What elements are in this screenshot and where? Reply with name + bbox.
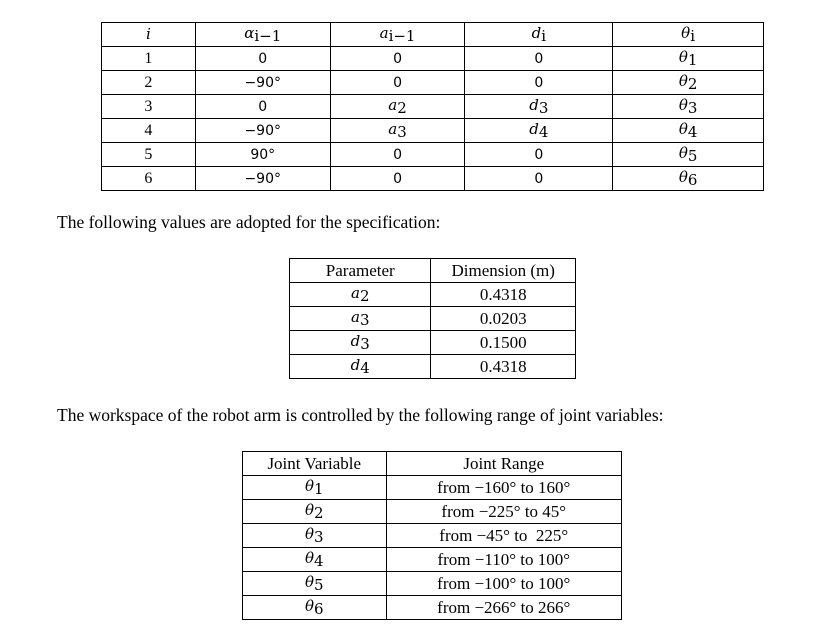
joint-variable: $\theta_5$ xyxy=(243,572,387,596)
dh-cell-alpha: −90° xyxy=(195,167,330,191)
dh-parameter-table xyxy=(101,22,764,191)
parameter-row xyxy=(290,331,576,355)
joint-range: from −110° to 100° xyxy=(386,548,621,572)
workspace-paragraph: The workspace of the robot arm is controlled by the following range of joint variables: xyxy=(57,405,664,425)
dh-cell-alpha: 0 xyxy=(195,95,330,119)
parameter-value: 0.0203 xyxy=(431,307,576,331)
dh-cell-a: 0 xyxy=(330,167,465,191)
joint-variable: $\theta_2$ xyxy=(243,500,387,524)
joint-row xyxy=(243,500,622,524)
parameter-value: 0.4318 xyxy=(431,283,576,307)
joint-range: from −225° to 45° xyxy=(386,500,621,524)
dh-header-row xyxy=(102,23,764,47)
dh-cell-i: 2 xyxy=(102,71,196,95)
dh-cell-d: $d_4$ xyxy=(465,119,613,143)
dh-cell-i: 1 xyxy=(102,47,196,71)
dh-row xyxy=(102,95,764,119)
dh-cell-d: 0 xyxy=(465,71,613,95)
joint-row xyxy=(243,548,622,572)
dh-cell-alpha: −90° xyxy=(195,119,330,143)
dh-cell-a: $a_3$ xyxy=(330,119,465,143)
dh-cell-a: 0 xyxy=(330,47,465,71)
dh-table-body xyxy=(102,47,764,191)
dh-cell-i: 4 xyxy=(102,119,196,143)
dh-row xyxy=(102,71,764,95)
dh-cell-i: 3 xyxy=(102,95,196,119)
joint-variable: $\theta_1$ xyxy=(243,476,387,500)
parameter-value: 0.4318 xyxy=(431,355,576,379)
spec-paragraph: The following values are adopted for the specification: xyxy=(57,212,441,232)
parameter-header-row xyxy=(290,259,576,283)
parameter-value: 0.1500 xyxy=(431,331,576,355)
dh-cell-a: 0 xyxy=(330,143,465,167)
dh-cell-a: $a_2$ xyxy=(330,95,465,119)
joint-row xyxy=(243,596,622,620)
joint-row xyxy=(243,524,622,548)
parameter-symbol: $a_2$ xyxy=(290,283,431,307)
dh-cell-d: 0 xyxy=(465,47,613,71)
dh-cell-alpha: 0 xyxy=(195,47,330,71)
dh-header-alpha: $\alpha_{i-1}$ xyxy=(195,23,330,47)
dh-cell-alpha: 90° xyxy=(195,143,330,167)
parameter-symbol: $d_3$ xyxy=(290,331,431,355)
dh-header-theta: $\theta_i$ xyxy=(613,23,764,47)
dh-cell-theta: $\theta_6$ xyxy=(613,167,764,191)
joint-variable: $\theta_4$ xyxy=(243,548,387,572)
dh-cell-theta: $\theta_1$ xyxy=(613,47,764,71)
dh-cell-d: $d_3$ xyxy=(465,95,613,119)
dh-cell-theta: $\theta_2$ xyxy=(613,71,764,95)
joint-range: from −45° to 225° xyxy=(386,524,621,548)
dh-cell-d: 0 xyxy=(465,143,613,167)
dh-cell-d: 0 xyxy=(465,167,613,191)
joint-header-row xyxy=(243,452,622,476)
joint-range-header: Joint Range xyxy=(386,452,621,476)
parameter-row xyxy=(290,355,576,379)
parameter-table xyxy=(289,258,576,379)
dimension-header: Dimension (m) xyxy=(431,259,576,283)
dh-cell-theta: $\theta_5$ xyxy=(613,143,764,167)
dh-row xyxy=(102,119,764,143)
joint-row xyxy=(243,476,622,500)
joint-variable: $\theta_6$ xyxy=(243,596,387,620)
joint-table-body xyxy=(243,476,622,620)
joint-range: from −160° to 160° xyxy=(386,476,621,500)
dh-header-i: i xyxy=(102,23,196,47)
parameter-table-body xyxy=(290,283,576,379)
joint-variable-header: Joint Variable xyxy=(243,452,387,476)
dh-row xyxy=(102,143,764,167)
joint-range-table xyxy=(242,451,622,620)
parameter-header: Parameter xyxy=(290,259,431,283)
dh-header-d: $d_i$ xyxy=(465,23,613,47)
dh-row xyxy=(102,167,764,191)
dh-row xyxy=(102,47,764,71)
joint-range: from −100° to 100° xyxy=(386,572,621,596)
joint-range: from −266° to 266° xyxy=(386,596,621,620)
dh-cell-i: 6 xyxy=(102,167,196,191)
dh-cell-i: 5 xyxy=(102,143,196,167)
dh-cell-theta: $\theta_4$ xyxy=(613,119,764,143)
dh-cell-a: 0 xyxy=(330,71,465,95)
parameter-row xyxy=(290,307,576,331)
dh-header-a: $a_{i-1}$ xyxy=(330,23,465,47)
joint-row xyxy=(243,572,622,596)
dh-cell-theta: $\theta_3$ xyxy=(613,95,764,119)
parameter-symbol: $d_4$ xyxy=(290,355,431,379)
joint-variable: $\theta_3$ xyxy=(243,524,387,548)
parameter-symbol: $a_3$ xyxy=(290,307,431,331)
parameter-row xyxy=(290,283,576,307)
dh-cell-alpha: −90° xyxy=(195,71,330,95)
